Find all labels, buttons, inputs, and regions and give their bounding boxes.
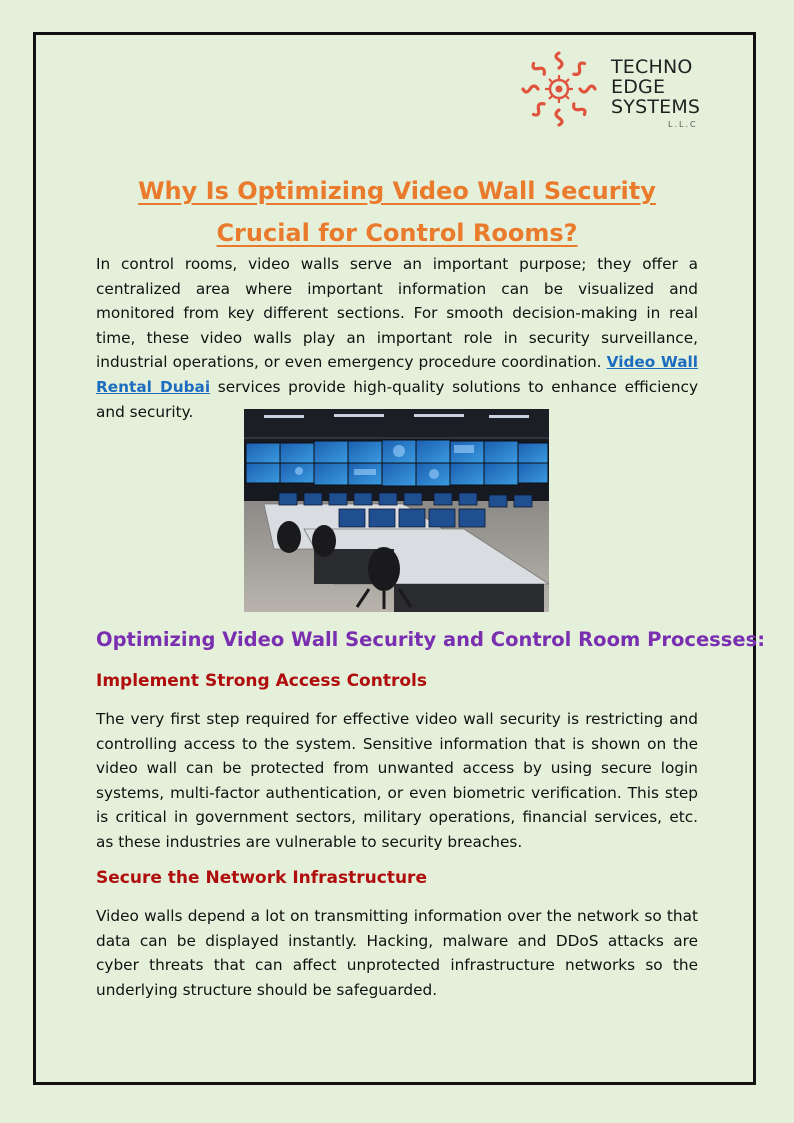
logo-wordmark xyxy=(611,57,700,117)
subsection-heading-network: Secure the Network Infrastructure xyxy=(96,868,427,888)
logo-line-1: TECHNO xyxy=(611,56,693,78)
intro-paragraph xyxy=(96,252,698,424)
logo-line-3: SYSTEMS xyxy=(611,96,701,118)
video-wall-rental-link[interactable]: Video Wall Rental Dubai xyxy=(96,353,699,396)
subsection-body-network: Video walls depend a lot on transmitting information over the network so that data can be displayed instantly. Hacking, malware and DDoS attacks are cyber threats that can affect unprotected infrastructure networks so the underlying structure should be safeguarded. xyxy=(96,907,698,999)
title-line-1: Why Is Optimizing Video Wall Security xyxy=(138,177,656,205)
subsection-heading-access-controls: Implement Strong Access Controls xyxy=(96,671,427,691)
section-heading: Optimizing Video Wall Security and Control Room Processes: xyxy=(96,628,766,651)
page-title xyxy=(96,170,698,254)
company-logo xyxy=(515,45,705,133)
logo-suffix: L.L.C xyxy=(668,120,698,129)
intro-text-after-link: services provide high-quality solutions to enhance efficiency and security. xyxy=(96,377,698,421)
title-line-2: Crucial for Control Rooms? xyxy=(216,219,578,247)
control-room-photo xyxy=(244,409,549,612)
sunburst-logo-icon xyxy=(515,45,603,133)
logo-line-2: EDGE xyxy=(611,76,666,98)
intro-text-before-link: In control rooms, video walls serve an important purpose; they offer a centralized area where important information can be visualized and monitored from key different sections. For smooth decision-making in real time, these video walls play an important role in security surveillance, industrial operations, or even emergency procedure coordination. xyxy=(96,255,698,372)
subsection-body-access-controls: The very first step required for effective video wall security is restricting and controlling access to the system. Sensitive information that is shown on the video wall can be protected from unwanted access by using secure login systems, multi-factor authentication, or even biometric verification. This step is critical in government sectors, military operations, financial services, etc. as these industries are vulnerable to security breaches. xyxy=(96,710,698,851)
